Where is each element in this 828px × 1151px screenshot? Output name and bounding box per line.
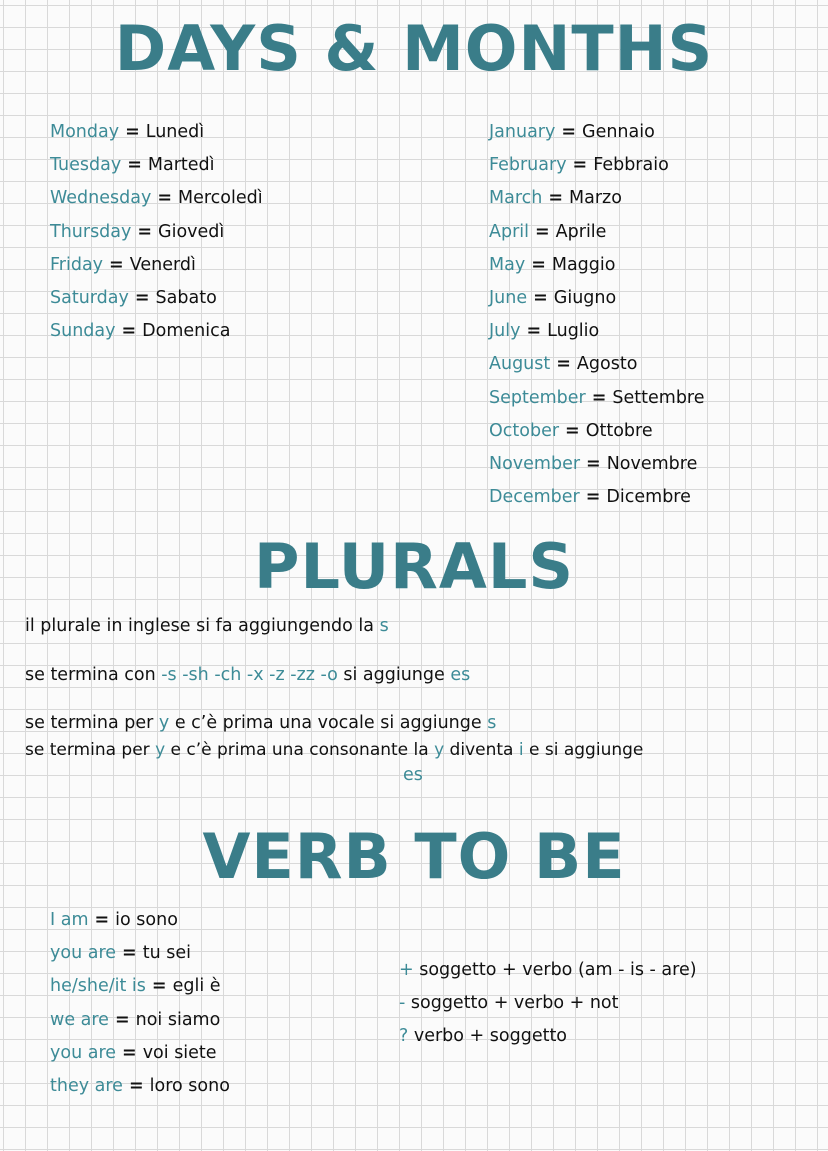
form-text: soggetto + verbo + not xyxy=(405,993,619,1014)
equals-sign: = xyxy=(548,188,564,209)
italian-word: Novembre xyxy=(606,453,698,474)
english-word: June xyxy=(489,287,528,308)
rule-text: se termina con xyxy=(25,665,162,685)
rule-text: diventa xyxy=(444,740,519,760)
sentence-forms xyxy=(399,954,697,1054)
italian-word: Domenica xyxy=(142,321,231,342)
equals-sign: = xyxy=(134,287,150,308)
rule-text: e c’è prima una vocale si aggiunge xyxy=(169,713,488,733)
english-word: Tuesday xyxy=(50,155,122,176)
list-item xyxy=(50,970,230,1003)
italian-word: Mercoledì xyxy=(178,188,263,209)
english-pronoun: he/she/it is xyxy=(50,976,146,997)
form-text: soggetto + verbo (am - is - are) xyxy=(413,960,697,980)
equals-sign: = xyxy=(556,354,571,375)
list-item xyxy=(50,216,263,249)
equals-sign: = xyxy=(585,487,601,508)
list-item xyxy=(489,315,705,348)
english-pronoun: you are xyxy=(50,943,117,964)
suffix: s xyxy=(487,713,497,733)
rule-text: se termina per xyxy=(25,740,156,760)
list-item xyxy=(489,348,705,381)
equals-sign: = xyxy=(531,254,546,275)
list-item xyxy=(489,182,705,215)
list-item xyxy=(489,415,705,448)
english-pronoun: they are xyxy=(50,1075,123,1096)
italian-translation: voi siete xyxy=(142,1042,217,1063)
equals-sign: = xyxy=(94,910,110,930)
list-item xyxy=(399,987,697,1020)
plural-rule-4-suffix: es xyxy=(403,765,423,785)
equals-sign: = xyxy=(122,943,137,964)
equals-sign: = xyxy=(533,287,548,308)
italian-translation: io sono xyxy=(115,910,178,930)
rule-text: e c’è prima una consonante la xyxy=(165,740,435,760)
list-item xyxy=(489,216,705,249)
list-item xyxy=(50,315,263,348)
equals-sign: = xyxy=(125,122,140,142)
italian-word: Giovedì xyxy=(158,221,225,242)
rule-text: e si aggiunge xyxy=(523,740,644,760)
form-sign: + xyxy=(399,960,414,980)
english-pronoun: we are xyxy=(50,1009,109,1030)
italian-translation: egli è xyxy=(172,976,221,997)
english-pronoun: I am xyxy=(50,910,89,930)
equals-sign: = xyxy=(109,254,124,275)
equals-sign: = xyxy=(127,155,142,176)
plural-rule-1 xyxy=(25,616,389,636)
english-word: September xyxy=(489,387,586,408)
list-item xyxy=(50,1070,230,1103)
form-text: verbo + soggetto xyxy=(408,1026,568,1047)
english-word: November xyxy=(489,453,581,474)
list-item xyxy=(50,1037,230,1070)
english-word: Friday xyxy=(50,254,104,275)
italian-word: Agosto xyxy=(576,354,638,375)
list-item xyxy=(489,116,705,149)
italian-word: Settembre xyxy=(612,387,705,408)
italian-word: Gennaio xyxy=(582,122,655,142)
english-word: March xyxy=(489,188,543,209)
rule-text: si aggiunge xyxy=(337,665,451,685)
english-word: Sunday xyxy=(50,321,116,342)
italian-translation: noi siamo xyxy=(135,1009,221,1030)
list-item xyxy=(50,182,263,215)
list-item xyxy=(399,954,697,987)
italian-word: Aprile xyxy=(555,221,607,242)
equals-sign: = xyxy=(526,321,542,342)
plural-rule-2 xyxy=(25,665,470,685)
rule-text: il plurale in inglese si fa aggiungendo la xyxy=(25,616,380,636)
equals-sign: = xyxy=(591,387,607,408)
english-word: February xyxy=(489,155,567,176)
english-word: December xyxy=(489,487,580,508)
italian-word: Luglio xyxy=(547,321,600,342)
list-item xyxy=(489,149,705,182)
endings: -s -sh -ch -x -z -zz -o xyxy=(161,665,338,685)
english-word: Wednesday xyxy=(50,188,152,209)
italian-word: Maggio xyxy=(551,254,616,275)
italian-word: Ottobre xyxy=(585,420,653,441)
english-word: Monday xyxy=(50,122,120,142)
form-sign: ? xyxy=(399,1026,409,1047)
equals-sign: = xyxy=(535,221,550,242)
english-word: August xyxy=(489,354,551,375)
italian-word: Sabato xyxy=(155,287,217,308)
equals-sign: = xyxy=(114,1009,130,1030)
english-word: Saturday xyxy=(50,287,129,308)
english-pronoun: you are xyxy=(50,1042,117,1063)
italian-word: Lunedì xyxy=(145,122,205,142)
months-list xyxy=(489,116,705,514)
list-item xyxy=(50,904,230,937)
list-item xyxy=(489,249,705,282)
equals-sign: = xyxy=(137,221,153,242)
conjugation-list xyxy=(50,904,230,1103)
list-item xyxy=(489,382,705,415)
italian-word: Martedì xyxy=(147,155,215,176)
plurals-title: PLURALS xyxy=(254,530,574,603)
rule-text: se termina per xyxy=(25,713,159,733)
italian-translation: loro sono xyxy=(149,1075,230,1096)
list-item xyxy=(50,149,263,182)
italian-word: Dicembre xyxy=(606,487,691,508)
equals-sign: = xyxy=(121,321,137,342)
english-word: May xyxy=(489,254,526,275)
english-word: Thursday xyxy=(50,221,132,242)
english-word: October xyxy=(489,420,560,441)
days-list xyxy=(50,116,263,348)
english-word: January xyxy=(489,122,556,142)
equals-sign: = xyxy=(122,1042,137,1063)
list-item xyxy=(489,282,705,315)
equals-sign: = xyxy=(128,1075,144,1096)
list-item xyxy=(50,937,230,970)
form-sign: - xyxy=(399,993,406,1014)
italian-word: Giugno xyxy=(553,287,617,308)
list-item xyxy=(399,1020,697,1053)
verb-to-be-title: VERB TO BE xyxy=(202,820,626,893)
equals-sign: = xyxy=(151,976,167,997)
italian-translation: tu sei xyxy=(142,943,191,964)
suffix: es xyxy=(450,665,471,685)
list-item xyxy=(489,481,705,514)
english-word: April xyxy=(489,221,529,242)
english-word: July xyxy=(489,321,521,342)
list-item xyxy=(50,282,263,315)
equals-sign: = xyxy=(561,122,577,142)
letter-y: y xyxy=(158,713,170,733)
list-item xyxy=(50,249,263,282)
suffix: s xyxy=(379,616,389,636)
letter-y: y xyxy=(155,740,166,760)
letter-i: i xyxy=(518,740,524,760)
italian-word: Marzo xyxy=(569,188,622,209)
list-item xyxy=(50,1004,230,1037)
italian-word: Febbraio xyxy=(593,155,669,176)
equals-sign: = xyxy=(157,188,172,209)
plural-rule-3 xyxy=(25,713,496,733)
list-item xyxy=(50,116,263,149)
equals-sign: = xyxy=(565,420,580,441)
italian-word: Venerdì xyxy=(129,254,196,275)
list-item xyxy=(489,448,705,481)
days-months-title: DAYS & MONTHS xyxy=(114,12,714,85)
equals-sign: = xyxy=(586,453,601,474)
equals-sign: = xyxy=(572,155,588,176)
letter-y: y xyxy=(434,740,445,760)
plural-rule-4 xyxy=(25,740,643,760)
